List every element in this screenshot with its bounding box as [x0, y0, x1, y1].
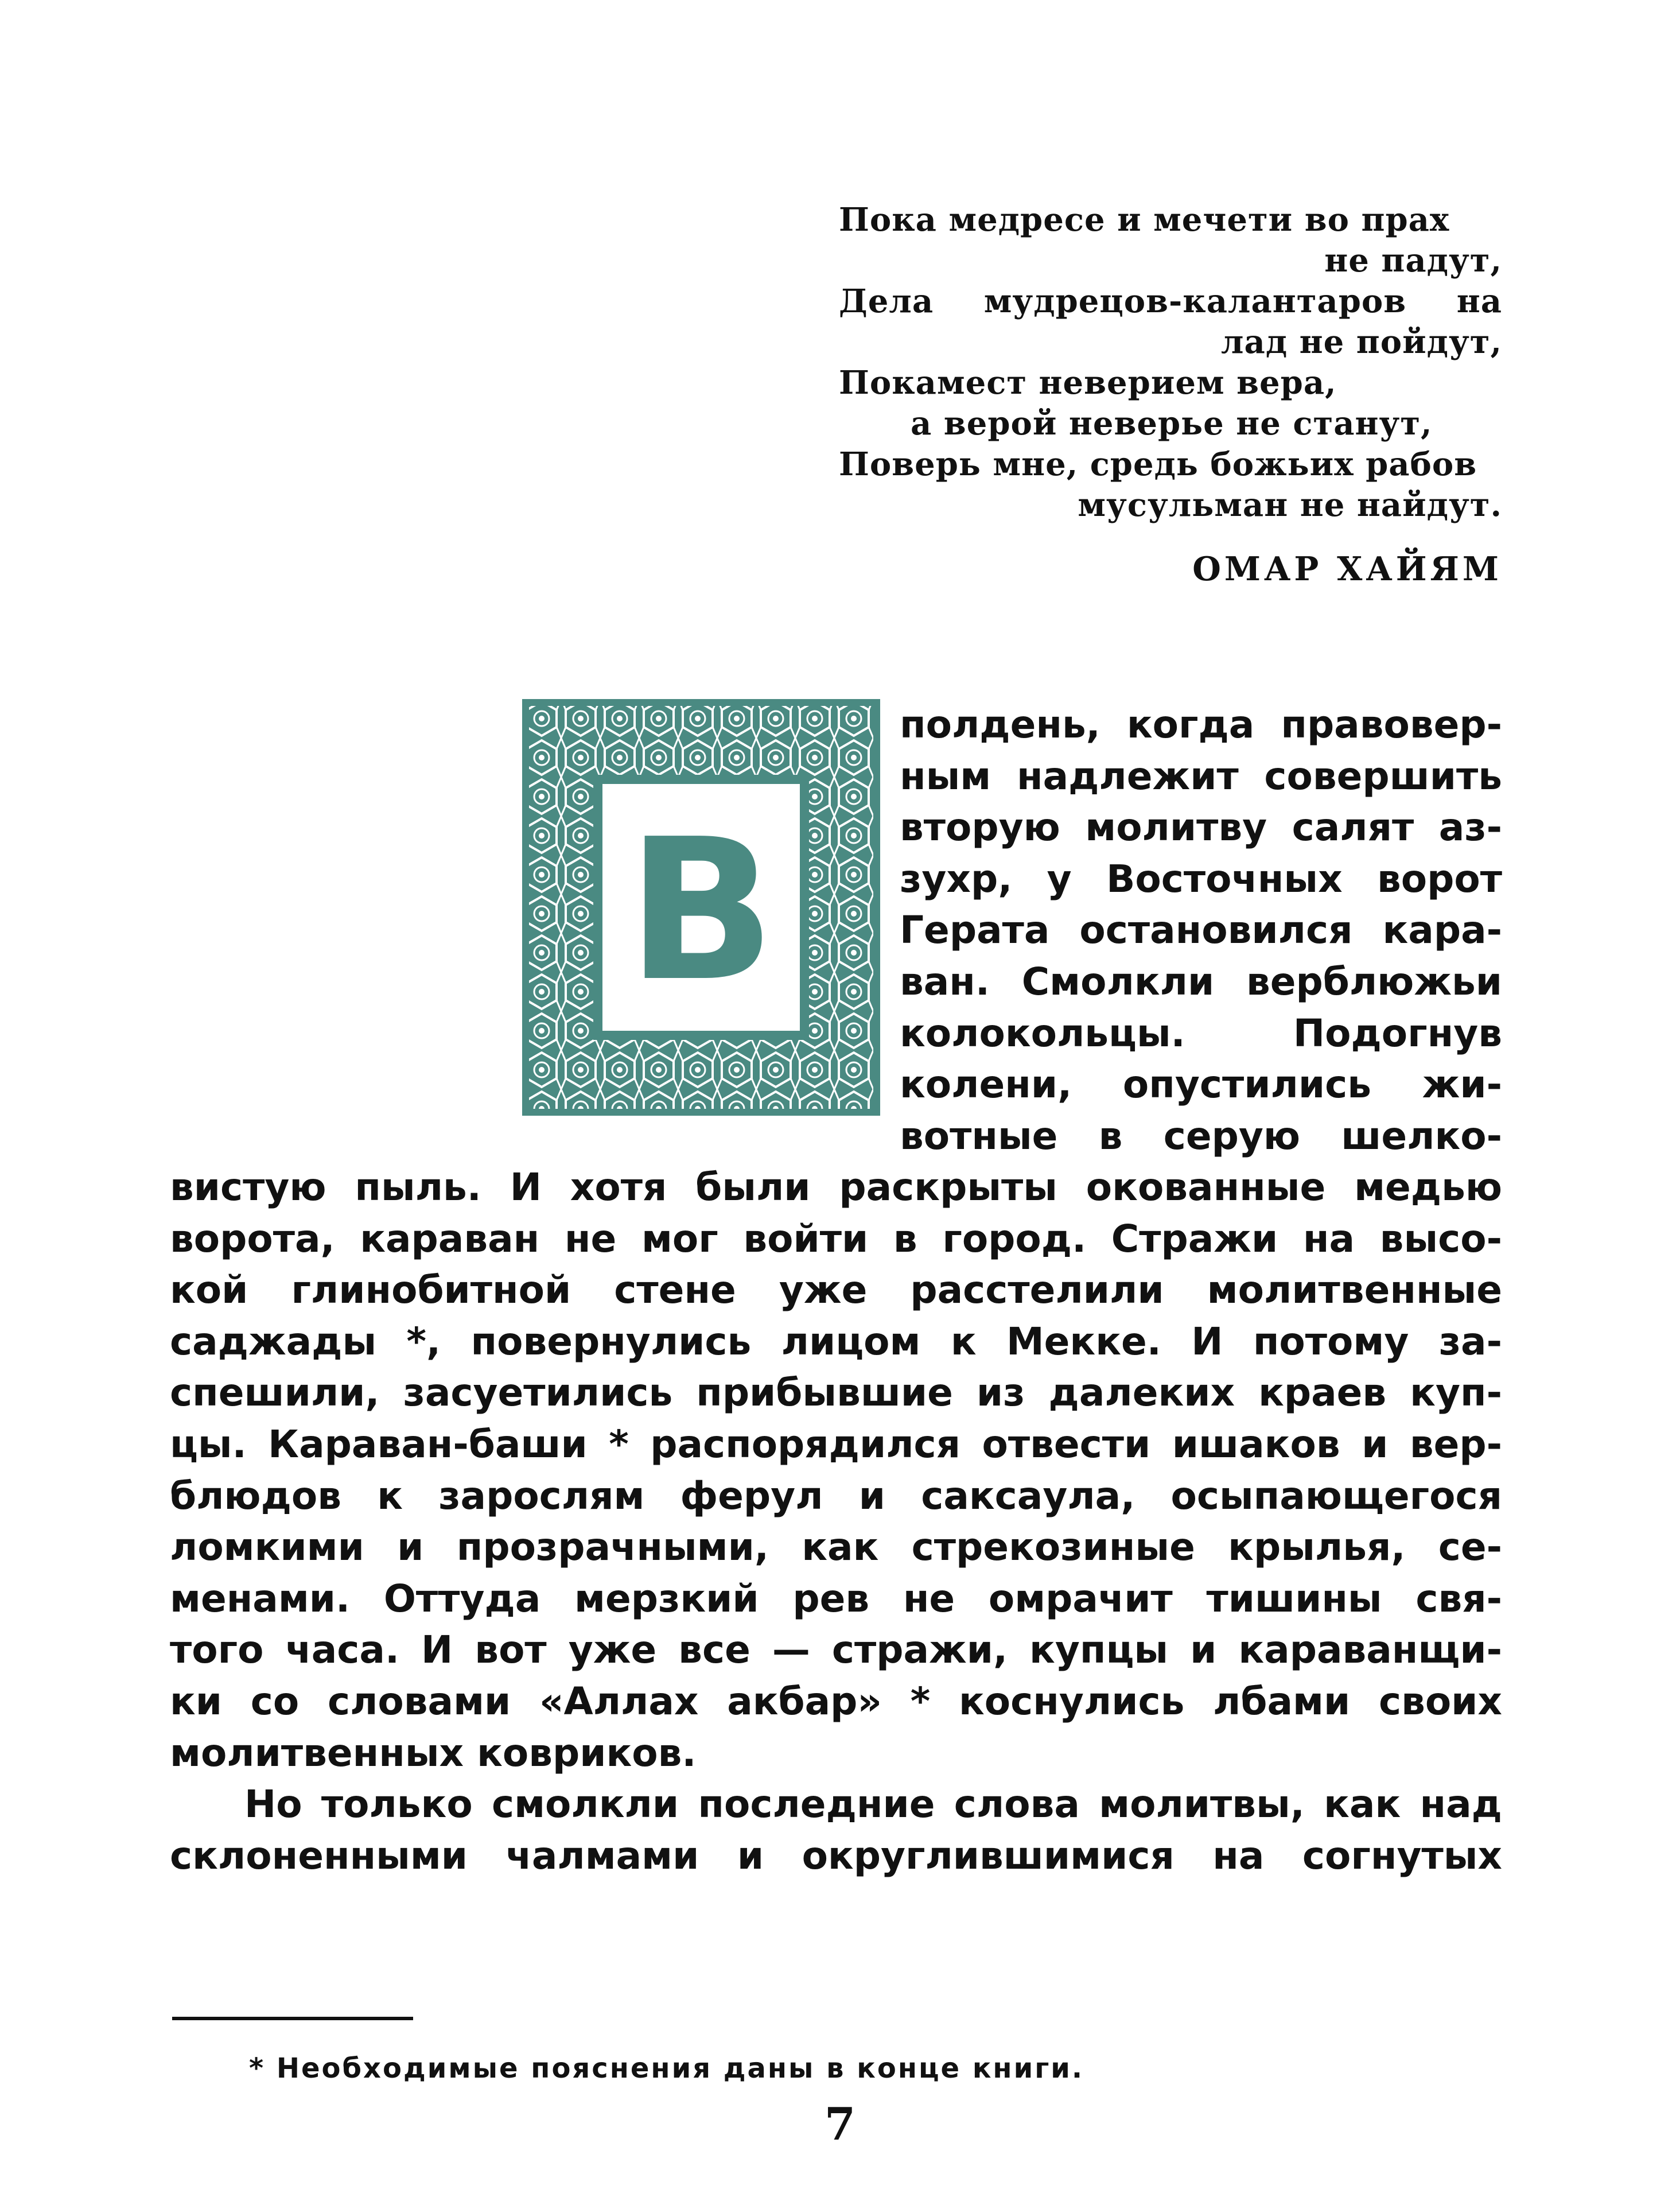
paragraph-beside-drop-cap: [900, 699, 1502, 1162]
epigraph-line: мусульман не найдут.: [1078, 486, 1502, 524]
text-line: ворота, караван не мог войти в город. Стражи на высо-: [170, 1216, 1502, 1261]
text-line: кой глинобитной стене уже расстелили молитвенные: [170, 1268, 1502, 1313]
epigraph: [839, 200, 1502, 589]
text-line: колокольцы. Подогнув: [900, 1011, 1502, 1055]
page-number: 7: [824, 2098, 856, 2150]
text-line: ломкими и прозрачными, как стрекозиные крылья, се-: [170, 1525, 1502, 1570]
epigraph-line: а верой неверье не станут,: [911, 405, 1433, 442]
epigraph-line: лад не пойдут,: [1221, 323, 1502, 361]
text-line: зухр, у Восточных ворот: [900, 856, 1502, 901]
epigraph-line: Пока медресе и мечети во прах: [839, 201, 1450, 239]
text-line: спешили, засуетились прибывшие из далеких краев куп-: [170, 1371, 1502, 1415]
text-line: ки со словами «Аллах акбар» * коснулись лбами своих: [170, 1679, 1502, 1723]
text-line: вистую пыль. И хотя были раскрыты окованные медью: [170, 1165, 1502, 1209]
text-line: цы. Караван-баши * распорядился отвести ишаков и вер-: [170, 1422, 1502, 1466]
drop-cap-ornament: [522, 699, 880, 1116]
text-line: молитвенных ковриков.: [170, 1730, 697, 1775]
paragraph-main: [170, 1162, 1502, 1881]
footnote: * Необходимые пояснения даны в конце книги.: [249, 2052, 1084, 2084]
text-line: Герата остановился кара-: [900, 908, 1502, 953]
footnote-rule: [172, 2017, 413, 2020]
text-line: вторую молитву салят аз-: [900, 805, 1502, 850]
text-line: ван. Смолкли верблюжьи: [900, 959, 1502, 1004]
drop-cap-letter: В: [627, 797, 776, 1024]
text-line: саджады *, повернулись лицом к Мекке. И потому за-: [170, 1319, 1502, 1364]
epigraph-author: ОМАР ХАЙЯМ: [1192, 550, 1502, 588]
text-line: колени, опустились жи-: [900, 1062, 1502, 1107]
text-line: склоненными чалмами и округлившимися на согнутых: [170, 1833, 1502, 1878]
epigraph-line: Дела мудрецов-калантаров на: [839, 282, 1502, 320]
text-line: менами. Оттуда мерзкий рев не омрачит тишины свя-: [170, 1576, 1502, 1621]
epigraph-line: Поверь мне, средь божьих рабов: [839, 445, 1477, 483]
text-line: того часа. И вот уже все — стражи, купцы и караванщи-: [170, 1628, 1502, 1672]
text-line: вотные в серую шелко-: [900, 1113, 1502, 1158]
drop-cap-ornament-icon: [522, 699, 880, 1116]
text-line: полдень, когда правовер-: [900, 702, 1502, 747]
epigraph-line: Покамест неверием вера,: [839, 364, 1337, 402]
text-line: ным надлежит совершить: [900, 754, 1502, 798]
text-line: блюдов к зарослям ферул и саксаула, осыпающегося: [170, 1473, 1502, 1518]
epigraph-line: не падут,: [1324, 242, 1502, 280]
text-line: Но только смолкли последние слова молитвы, как над: [244, 1782, 1502, 1827]
